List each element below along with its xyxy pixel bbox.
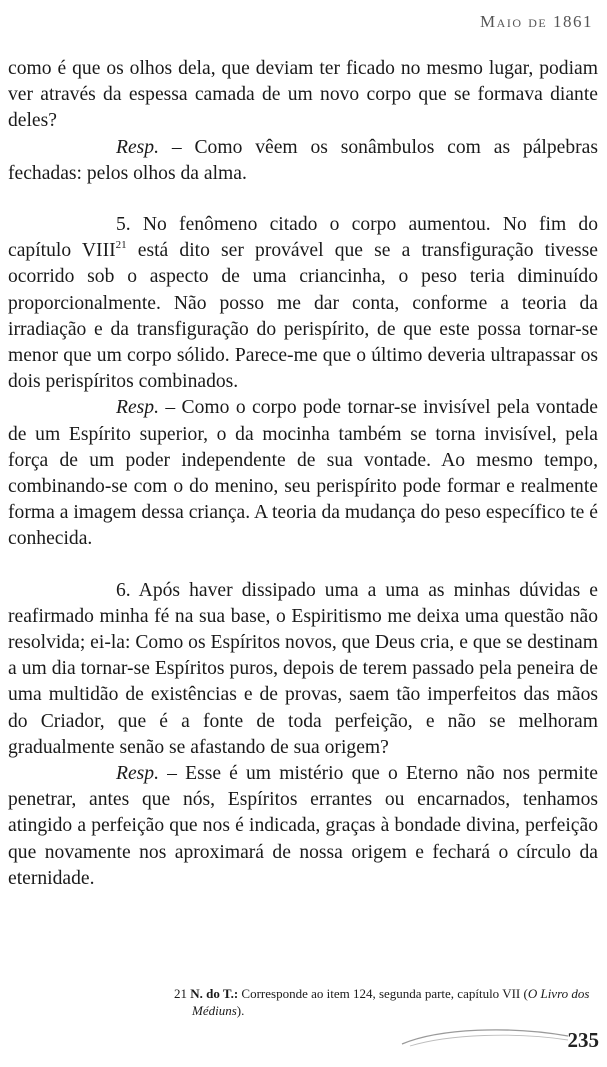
question-paragraph-6 [8, 578, 598, 761]
answer-text: – Como o corpo pode tornar-se invisível pela vontade de um Espírito superior, o da mocinha também se torna invisível, pela força de um poder independente de sua vontade. Ao mesmo tempo, combinando-se com o do menino, seu perispírito pode formar e realmente forma a imagem dessa criança. A teoria da mudança do peso específico te é conhecida. [8, 397, 598, 550]
body-text [8, 56, 598, 892]
decorative-swoosh-icon [400, 1022, 570, 1050]
answer-text: – Como vêem os sonâmbulos com as pálpebras fechadas: pelos olhos da alma. [8, 136, 598, 184]
footnote-reference: 21 [115, 239, 127, 252]
paragraph-text: 6. Após haver dissipado uma a uma as minhas dúvidas e reafirmado minha fé na sua base, o Espiritismo me deixa uma questão não resolvida; ei-la: Como os Espíritos novos, que Deus cria, e que se destinam a um dia tornar-se Espíritos puros, depois de terem passado pela peneira de uma multidão de existências e de provas, saem tão imperfeitos das mãos do Criador, que é a fonte de toda perfeição, e não se melhoram gradualmente senão se afastando de sua origem? [8, 579, 598, 758]
answer-paragraph [8, 135, 598, 187]
resp-label: Resp. [116, 136, 159, 158]
footnote-book-title: O Livro dos Médiuns [192, 986, 590, 1018]
paragraph [8, 56, 598, 135]
footnote-body [174, 985, 599, 1019]
footnote-end: ). [236, 1003, 245, 1018]
footnote-text: Corresponde ao item 124, segunda parte, capítulo VII ( [238, 986, 528, 1001]
paragraph-text: como é que os olhos dela, que deviam ter ficado no mesmo lugar, podiam ver através da espessa camada de um novo corpo que se formava diante deles? [8, 58, 598, 132]
answer-text: – Esse é um mistério que o Eterno não nos permite penetrar, antes que nós, Espíritos errantes ou encarnados, tenhamos atingido a perfeição que nos é indicada, graças à bondade divina, perfeição que novamente nos aproximará de nossa origem e fechará o círculo da eternidade. [8, 763, 598, 889]
footnote [174, 985, 599, 1019]
paragraph-text: está dito ser provável que se a transfiguração tivesse ocorrido sob o aspecto de uma criancinha, o peso teria diminuído proporcionalmente. Não posso me dar conta, conforme a teoria da irradiação e da transfiguração do perispírito, de que este possa tornar-se menor que um corpo sólido. Parece-me que o último deveria ultrapassar os dois perispíritos combinados. [8, 240, 598, 393]
page-number: 235 [567, 1028, 599, 1052]
paragraph-text: 5. No fenômeno citado o corpo aumentou. No fim do capítulo VIII [8, 214, 598, 262]
answer-paragraph [8, 761, 598, 892]
resp-label: Resp. [116, 397, 159, 419]
resp-label: Resp. [116, 763, 159, 785]
answer-paragraph [8, 395, 598, 552]
question-paragraph-5 [8, 212, 598, 395]
running-header: Maio de 1861 [480, 12, 593, 31]
footnote-number: 21 [174, 986, 187, 1001]
footnote-label: N. do T.: [190, 986, 239, 1001]
